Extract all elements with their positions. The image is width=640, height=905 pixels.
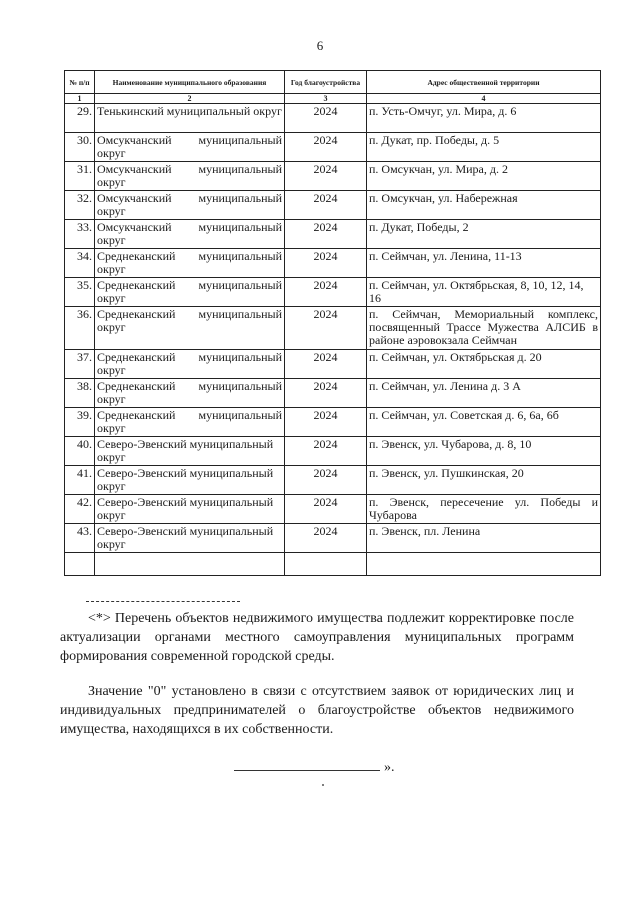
header-year: Год благоустройства <box>285 71 367 94</box>
closing-quote: ». <box>384 760 395 775</box>
municipality-name: Северо-Эвенский муниципальный округ <box>95 437 285 466</box>
column-numbers-row <box>65 94 601 104</box>
row-number: 32. <box>65 191 95 220</box>
table-row <box>65 466 601 495</box>
table-row <box>65 437 601 466</box>
column-number: 4 <box>367 94 601 104</box>
row-number: 36. <box>65 307 95 350</box>
territory-address: п. Эвенск, ул. Пушкинская, 20 <box>367 466 601 495</box>
municipality-name: Среднеканский муниципальный округ <box>95 249 285 278</box>
row-number: 33. <box>65 220 95 249</box>
column-number: 2 <box>95 94 285 104</box>
territory-address: п. Эвенск, ул. Чубарова, д. 8, 10 <box>367 437 601 466</box>
territory-address: п. Сеймчан, ул. Октябрьская, 8, 10, 12, 14, 16 <box>367 278 601 307</box>
municipality-name: Северо-Эвенский муниципальный округ <box>95 495 285 524</box>
improvement-year: 2024 <box>285 162 367 191</box>
empty-cell <box>367 553 601 576</box>
improvement-year: 2024 <box>285 278 367 307</box>
improvement-year: 2024 <box>285 524 367 553</box>
territory-address: п. Сеймчан, ул. Ленина, 11-13 <box>367 249 601 278</box>
table-row <box>65 524 601 553</box>
improvement-year: 2024 <box>285 379 367 408</box>
territories-table <box>64 70 601 576</box>
row-number: 29. <box>65 104 95 133</box>
municipality-name: Среднеканский муниципальный округ <box>95 350 285 379</box>
improvement-year: 2024 <box>285 307 367 350</box>
municipality-name: Северо-Эвенский муниципальный округ <box>95 466 285 495</box>
table-row <box>65 133 601 162</box>
table-row <box>65 350 601 379</box>
row-number: 38. <box>65 379 95 408</box>
territory-address: п. Омсукчан, ул. Набережная <box>367 191 601 220</box>
row-number: 34. <box>65 249 95 278</box>
improvement-year: 2024 <box>285 220 367 249</box>
column-number: 3 <box>285 94 367 104</box>
territory-address: п. Омсукчан, ул. Мира, д. 2 <box>367 162 601 191</box>
empty-cell <box>65 553 95 576</box>
column-number: 1 <box>65 94 95 104</box>
improvement-year: 2024 <box>285 191 367 220</box>
row-number: 37. <box>65 350 95 379</box>
table-row <box>65 278 601 307</box>
table-empty-row <box>65 553 601 576</box>
municipality-name: Среднеканский муниципальный округ <box>95 307 285 350</box>
territory-address: п. Дукат, Победы, 2 <box>367 220 601 249</box>
improvement-year: 2024 <box>285 408 367 437</box>
table-row <box>65 104 601 133</box>
table-row <box>65 191 601 220</box>
row-number: 42. <box>65 495 95 524</box>
row-number: 35. <box>65 278 95 307</box>
municipality-name: Среднеканский муниципальный округ <box>95 379 285 408</box>
row-number: 30. <box>65 133 95 162</box>
empty-cell <box>285 553 367 576</box>
header-num: № п/п <box>65 71 95 94</box>
closing-line <box>234 758 395 776</box>
table-row <box>65 307 601 350</box>
row-number: 40. <box>65 437 95 466</box>
row-number: 41. <box>65 466 95 495</box>
row-number: 39. <box>65 408 95 437</box>
table-row <box>65 220 601 249</box>
municipality-name: Среднеканский муниципальный округ <box>95 408 285 437</box>
improvement-year: 2024 <box>285 249 367 278</box>
municipality-name: Омсукчанский муниципальный округ <box>95 191 285 220</box>
improvement-year: 2024 <box>285 437 367 466</box>
territory-address: п. Эвенск, пл. Ленина <box>367 524 601 553</box>
improvement-year: 2024 <box>285 466 367 495</box>
improvement-year: 2024 <box>285 133 367 162</box>
table-row <box>65 162 601 191</box>
table-row <box>65 495 601 524</box>
territory-address: п. Сеймчан, Мемориальный комплекс, посвященный Трассе Мужества АЛСИБ в районе аэровокзала Сеймчан <box>367 307 601 350</box>
table-header-row <box>65 71 601 94</box>
row-number: 31. <box>65 162 95 191</box>
header-municipality: Наименование муниципального образования <box>95 71 285 94</box>
territory-address: п. Сеймчан, ул. Советская д. 6, 6а, 6б <box>367 408 601 437</box>
empty-cell <box>95 553 285 576</box>
improvement-year: 2024 <box>285 495 367 524</box>
municipality-name: Омсукчанский муниципальный округ <box>95 162 285 191</box>
territory-address: п. Сеймчан, ул. Ленина д. 3 А <box>367 379 601 408</box>
municipality-name: Омсукчанский муниципальный округ <box>95 220 285 249</box>
improvement-year: 2024 <box>285 350 367 379</box>
improvement-year: 2024 <box>285 104 367 133</box>
table-row <box>65 249 601 278</box>
municipality-name: Северо-Эвенский муниципальный округ <box>95 524 285 553</box>
row-number: 43. <box>65 524 95 553</box>
territory-address: п. Усть-Омчуг, ул. Мира, д. 6 <box>367 104 601 133</box>
territory-address: п. Дукат, пр. Победы, д. 5 <box>367 133 601 162</box>
table-row <box>65 379 601 408</box>
municipality-name: Омсукчанский муниципальный округ <box>95 133 285 162</box>
territory-address: п. Сеймчан, ул. Октябрьская д. 20 <box>367 350 601 379</box>
scan-dot <box>322 784 324 786</box>
municipality-name: Среднеканский муниципальный округ <box>95 278 285 307</box>
signature-underline <box>234 758 380 771</box>
page-number: 6 <box>316 38 324 53</box>
footnote-text: <*> Перечень объектов недвижимого имущества подлежит корректировке после актуализации органами местного самоуправления муниципальных программ формирования современной городской среды. <box>60 611 574 664</box>
header-address: Адрес общественной территории <box>367 71 601 94</box>
footnote-separator <box>86 601 240 602</box>
territory-address: п. Эвенск, пересечение ул. Победы и Чубарова <box>367 495 601 524</box>
table-row <box>65 408 601 437</box>
municipality-name: Тенькинский муниципальный округ <box>95 104 285 133</box>
zero-value-note: Значение "0" установлено в связи с отсутствием заявок от юридических лиц и индивидуальных предпринимателей о благоустройстве объектов недвижимого имущества, находящихся в их собственности. <box>60 684 574 737</box>
